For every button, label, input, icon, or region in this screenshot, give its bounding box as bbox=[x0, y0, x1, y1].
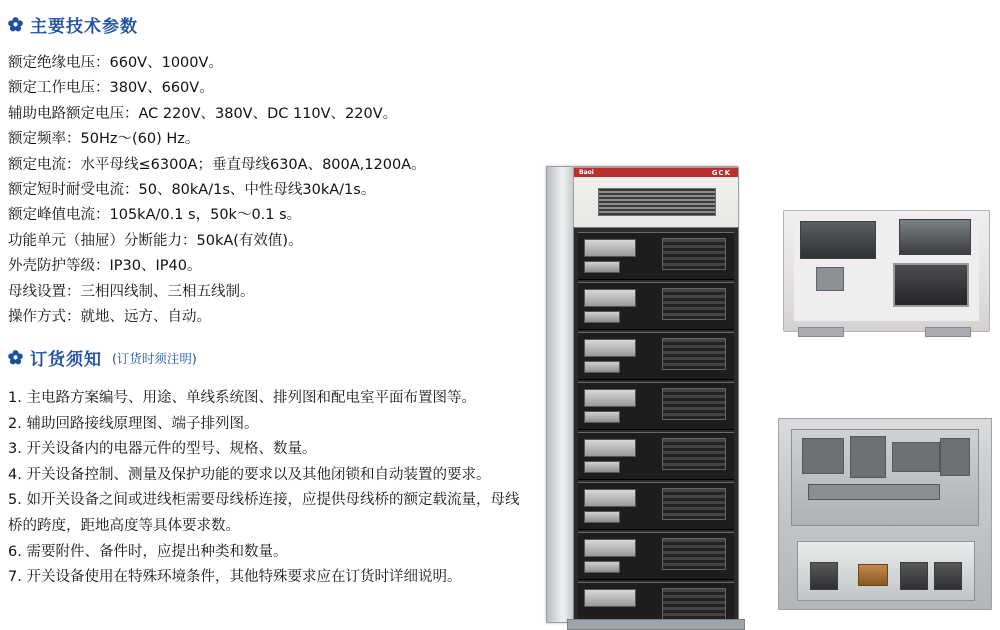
list-item: 4. 开关设备控制、测量及保护功能的要求以及其他闭锁和自动装置的要求。 bbox=[8, 466, 491, 483]
drawer-breaker-block bbox=[800, 221, 876, 259]
drawer-switch-knob bbox=[816, 267, 844, 291]
drawer-vent bbox=[662, 488, 726, 520]
list-item: 外壳防护等级：IP30、IP40。 bbox=[8, 258, 202, 275]
drawer-handle bbox=[584, 439, 636, 457]
terminal-connector bbox=[900, 562, 928, 590]
section-header-specs bbox=[8, 12, 528, 37]
drawer-terminal-block bbox=[893, 263, 969, 307]
cabinet-brand-label: Baoi bbox=[579, 169, 594, 176]
drawer-indicator bbox=[584, 261, 620, 273]
drawer-indicator bbox=[584, 511, 620, 523]
list-item: 额定电流：水平母线≤6300A；垂直母线630A、800A,1200A。 bbox=[8, 156, 426, 173]
flower-bullet-icon bbox=[8, 17, 23, 32]
drawer-vent bbox=[662, 538, 726, 570]
order-title: 订货须知 bbox=[30, 350, 102, 370]
cabinet-drawer-stack bbox=[573, 227, 739, 624]
drawer-handle bbox=[584, 389, 636, 407]
cabinet-top-section bbox=[573, 167, 739, 229]
drawer-indicator bbox=[584, 461, 620, 473]
order-subtitle: (订货时须注明) bbox=[112, 350, 197, 366]
order-list bbox=[8, 386, 528, 591]
drawer-vent bbox=[662, 238, 726, 270]
specs-title: 主要技术参数 bbox=[30, 17, 138, 37]
drawer-handle bbox=[584, 539, 636, 557]
technical-parameters-section bbox=[8, 12, 528, 330]
internal-component bbox=[892, 442, 940, 472]
list-item: 操作方式：就地、远方、自动。 bbox=[8, 309, 211, 326]
product-photos bbox=[528, 0, 1000, 630]
drawer-vent bbox=[662, 338, 726, 370]
drawer-handle bbox=[584, 239, 636, 257]
list-item: 额定工作电压：380V、660V。 bbox=[8, 80, 214, 97]
list-item: 5. 如开关设备之间或进线柜需要母线桥连接，应提供母线桥的额定载流量，母线桥的跨度，距地高度等具体要求数。 bbox=[8, 492, 520, 534]
list-item: 7. 开关设备使用在特殊环境条件，其他特殊要求应在订货时详细说明。 bbox=[8, 569, 462, 586]
drawer-handle bbox=[584, 339, 636, 357]
internal-component bbox=[850, 436, 886, 478]
copper-busbar bbox=[858, 564, 888, 586]
drawer-indicator bbox=[584, 561, 620, 573]
specs-list bbox=[8, 51, 528, 330]
drawer-vent bbox=[662, 288, 726, 320]
list-item: 辅助电路额定电压：AC 220V、380V、DC 110V、220V。 bbox=[8, 105, 398, 122]
cabinet-vent-grille bbox=[598, 188, 716, 216]
drawer-component-tray bbox=[791, 429, 979, 526]
drawer-handle bbox=[584, 289, 636, 307]
cabinet-base-plinth bbox=[567, 619, 745, 630]
drawer-unit-internal-view-photo bbox=[778, 418, 992, 610]
list-item: 6. 需要附件、备件时，应提出种类和数量。 bbox=[8, 543, 288, 560]
list-item: 1. 主电路方案编号、用途、单线系统图、排列图和配电室平面布置图等。 bbox=[8, 390, 476, 406]
drawer-handle bbox=[584, 589, 636, 607]
gck-switchgear-cabinet-photo bbox=[546, 166, 738, 623]
drawer-guide-rail bbox=[925, 327, 971, 337]
drawer-front-panel bbox=[794, 219, 979, 321]
list-item: 额定频率：50Hz～(60) Hz。 bbox=[8, 131, 200, 148]
internal-component bbox=[940, 438, 970, 476]
drawer-unit bbox=[578, 282, 734, 330]
drawer-terminal-housing bbox=[797, 541, 975, 601]
drawer-unit bbox=[578, 432, 734, 480]
drawer-indicator bbox=[584, 361, 620, 373]
drawer-handle bbox=[584, 489, 636, 507]
internal-component bbox=[802, 438, 844, 474]
drawer-vent bbox=[662, 388, 726, 420]
cabinet-model-label: GCK bbox=[711, 169, 731, 177]
drawer-indicator bbox=[584, 311, 620, 323]
flower-bullet-icon bbox=[8, 350, 23, 365]
drawer-vent bbox=[662, 438, 726, 470]
terminal-connector bbox=[810, 562, 838, 590]
list-item: 额定峰值电流：105kA/0.1 s，50k～0.1 s。 bbox=[8, 207, 302, 224]
list-item: 额定短时耐受电流：50、80kA/1s、中性母线30kA/1s。 bbox=[8, 182, 376, 199]
drawer-vent bbox=[662, 588, 726, 620]
drawer-unit bbox=[578, 582, 734, 622]
drawer-connector-block bbox=[899, 219, 971, 255]
list-item: 3. 开关设备内的电器元件的型号、规格、数量。 bbox=[8, 441, 317, 458]
section-header-order bbox=[8, 345, 528, 370]
drawer-unit bbox=[578, 382, 734, 430]
drawer-unit-front-view-photo bbox=[783, 210, 990, 332]
internal-busbar bbox=[808, 484, 940, 500]
list-item: 功能单元（抽屉）分断能力：50kA(有效值)。 bbox=[8, 232, 303, 249]
list-item: 母线设置：三相四线制、三相五线制。 bbox=[8, 283, 255, 300]
drawer-unit bbox=[578, 332, 734, 380]
list-item: 2. 辅助回路接线原理图、端子排列图。 bbox=[8, 415, 259, 432]
cabinet-side-door bbox=[547, 167, 574, 622]
drawer-unit bbox=[578, 482, 734, 530]
ordering-notice-section bbox=[8, 345, 528, 591]
cabinet-brand-bar bbox=[574, 168, 738, 177]
drawer-guide-rail bbox=[798, 327, 844, 337]
terminal-connector bbox=[934, 562, 962, 590]
drawer-unit bbox=[578, 232, 734, 280]
list-item: 额定绝缘电压：660V、1000V。 bbox=[8, 55, 223, 71]
drawer-unit bbox=[578, 532, 734, 580]
drawer-indicator bbox=[584, 411, 620, 423]
